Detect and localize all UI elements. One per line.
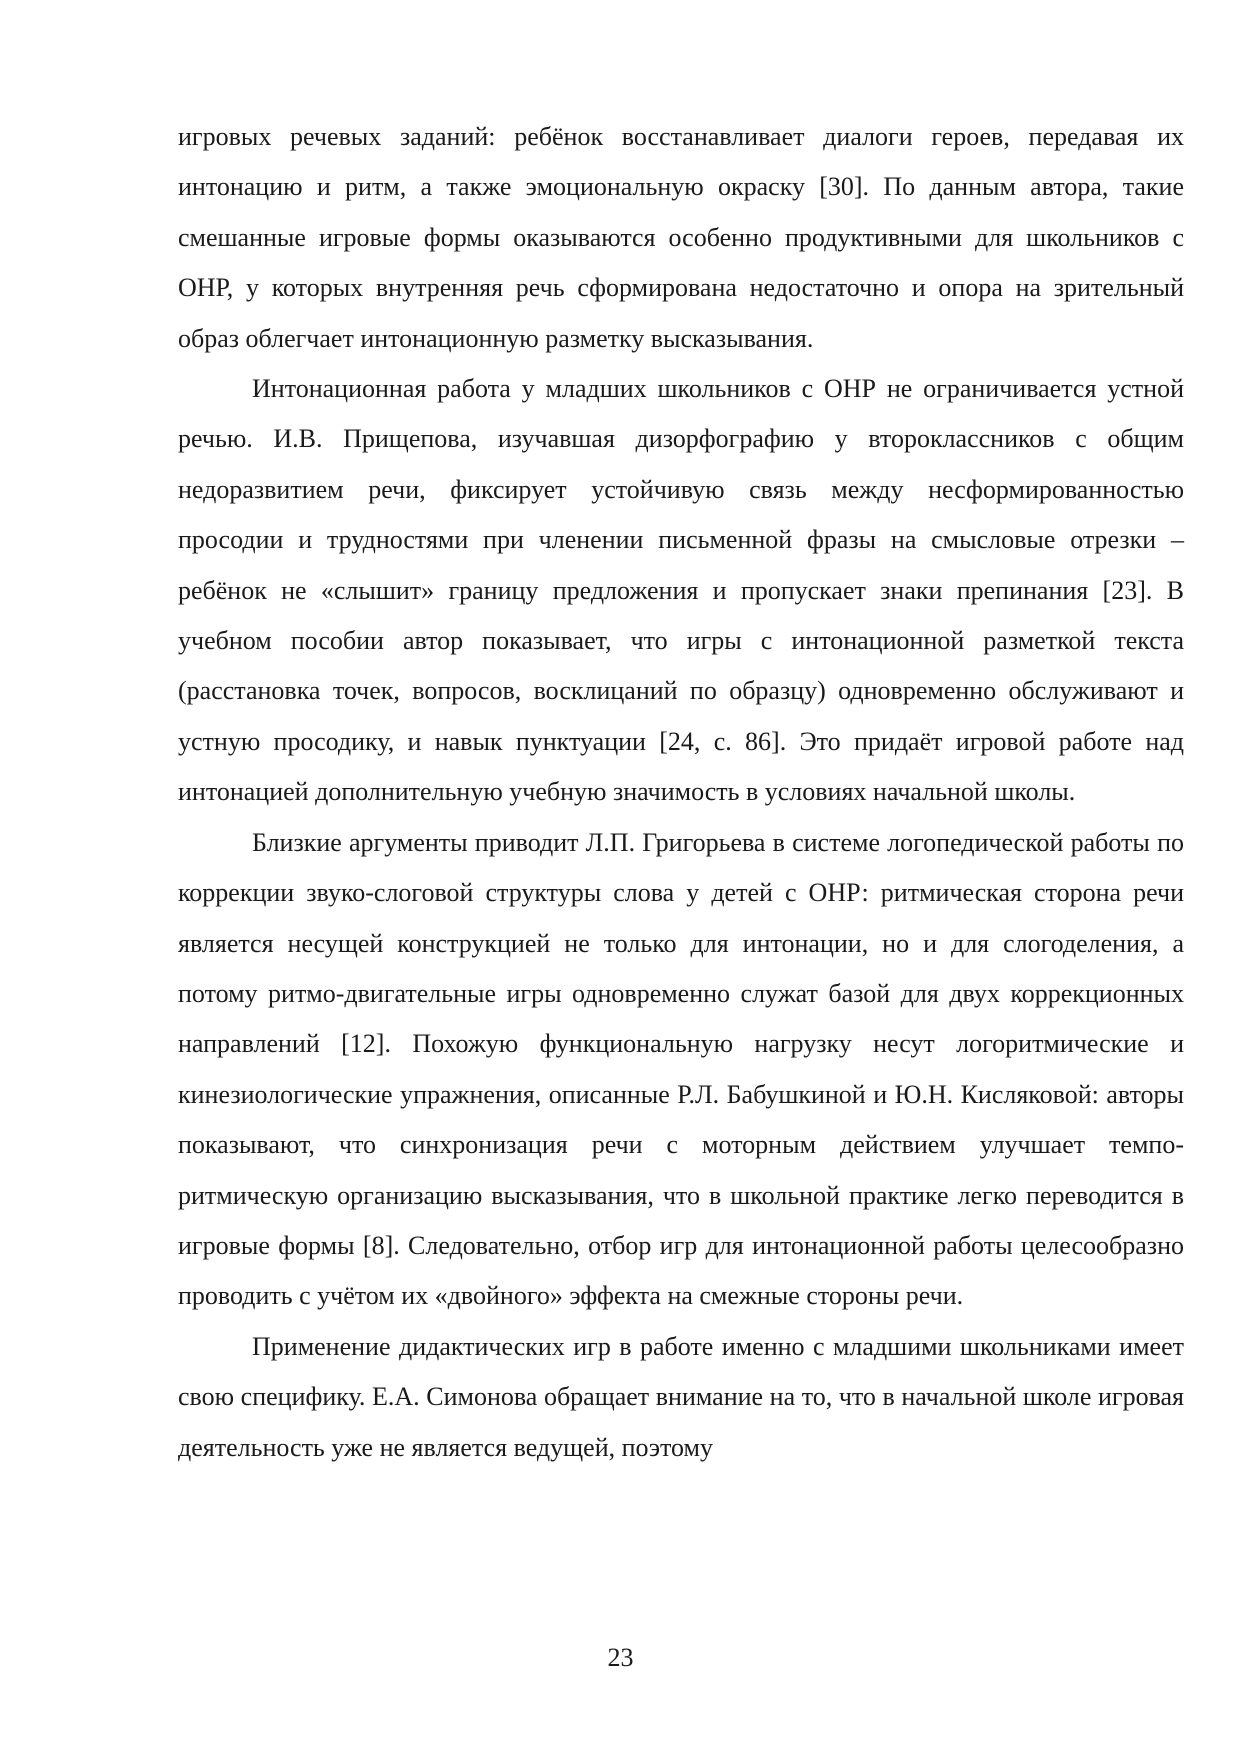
document-body: [178, 112, 1184, 1473]
paragraph-related-arguments: Близкие аргументы приводит Л.П. Григорьева в системе логопедической работы по коррекции звуко-слоговой структуры слова у детей с ОНР: ритмическая сторона речи является несущей конструкцией не только для интонации, но и для слогоделения, а потому ритмо-двигательные игры одновременно служат базой для двух коррекционных направлений [12]. Похожую функциональную нагрузку несут логоритмические и кинезиологические упражнения, описанные Р.Л. Бабушкиной и Ю.Н. Кисляковой: авторы показывают, что синхронизация речи с моторным действием улучшает темпо-ритмическую организацию высказывания, что в школьной практике легко переводится в игровые формы [8]. Следовательно, отбор игр для интонационной работы целесообразно проводить с учётом их «двойного» эффекта на смежные стороны речи.: [178, 827, 1184, 1311]
page-number: 23: [607, 1643, 634, 1672]
paragraph-continuation: игровых речевых заданий: ребёнок восстанавливает диалоги героев, передавая их интонацию и ритм, а также эмоциональную окраску [30]. По данным автора, такие смешанные игровые формы оказываются особенно продуктивными для школьников с ОНР, у которых внутренняя речь сформирована недостаточно и опора на зрительный образ облегчает интонационную разметку высказывания.: [178, 122, 1184, 353]
paragraph-intonation-work: Интонационная работа у младших школьников с ОНР не ограничивается устной речью. И.В. Прищепова, изучавшая дизорфографию у второклассников с общим недоразвитием речи, фиксирует устойчивую связь между несформированностью просодии и трудностями при членении письменной фразы на смысловые отрезки – ребёнок не «слышит» границу предложения и пропускает знаки препинания [23]. В учебном пособии автор показывает, что игры с интонационной разметкой текста (расстановка точек, вопросов, восклицаний по образцу) одновременно обслуживают и устную просодику, и навык пунктуации [24, с. 86]. Это придаёт игровой работе над интонацией дополнительную учебную значимость в условиях начальной школы.: [178, 374, 1184, 807]
paragraph-didactic-games: Применение дидактических игр в работе именно с младшими школьниками имеет свою специфику. Е.А. Симонова обращает внимание на то, что в начальной школе игровая деятельность уже не является ведущей, поэтому: [178, 1331, 1184, 1462]
